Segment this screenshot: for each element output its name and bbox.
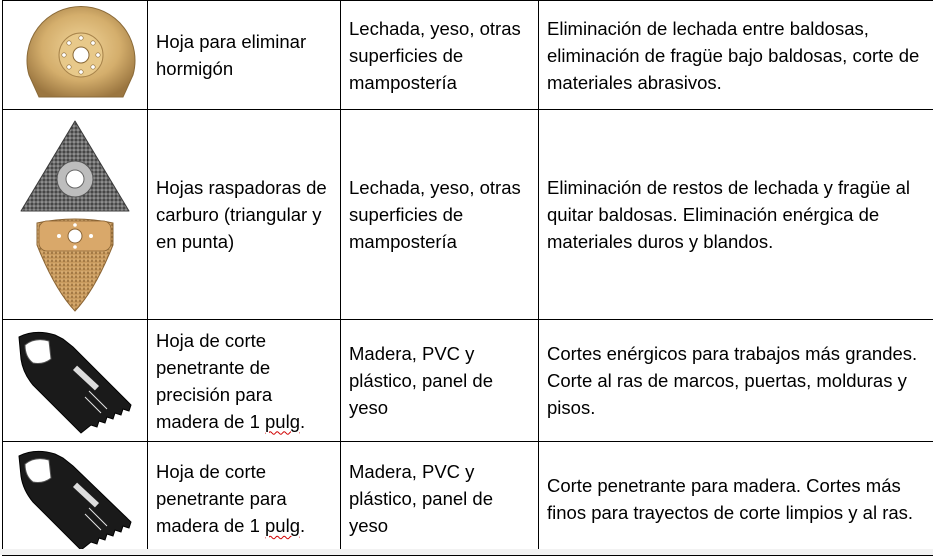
blade-table [2,0,933,556]
table-row [3,1,933,110]
blade-name: Hoja para eliminar hormigón [148,1,341,110]
plunge-cut-wood-blade-icon [11,325,141,437]
blade-materials: Madera, PVC y plástico, panel de yeso [341,442,539,556]
blade-image-cell [3,320,148,442]
plunge-cut-wood-blade-icon [11,446,141,552]
blade-materials: Lechada, yeso, otras superficies de mampostería [341,1,539,110]
blade-name-end: . [300,515,305,536]
spellcheck-flagged-word: pulg [265,515,300,536]
blade-uses: Corte penetrante para madera. Cortes más finos para trayectos de corte limpios y al ras. [539,442,933,556]
blade-materials: Madera, PVC y plástico, panel de yeso [341,320,539,442]
blade-name [148,442,341,556]
table-row [3,442,933,556]
table-row [3,110,933,320]
blade-name [148,320,341,442]
blade-image-cell [3,1,148,110]
blade-name-text: Hoja de corte penetrante de precisión para madera de 1 [156,330,272,432]
table-row [3,320,933,442]
spellcheck-flagged-word: pulg [265,411,300,432]
triangular-and-pointed-carbide-rasp-icon [15,115,135,315]
blade-name-text: Hoja de corte penetrante para madera de 1 [156,461,287,536]
blade-uses: Eliminación de lechada entre baldosas, eliminación de fragüe bajo baldosas, corte de materiales abrasivos. [539,1,933,110]
semicircular-carbide-blade-icon [11,5,151,105]
blade-uses: Eliminación de restos de lechada y fragüe al quitar baldosas. Eliminación enérgica de materiales duros y blandos. [539,110,933,320]
blade-name-end: . [300,411,305,432]
page-bottom-strip [0,549,933,555]
blade-name: Hojas raspadoras de carburo (triangular y en punta) [148,110,341,320]
blade-image-cell [3,110,148,320]
blade-materials: Lechada, yeso, otras superficies de mampostería [341,110,539,320]
blade-uses: Cortes enérgicos para trabajos más grandes. Corte al ras de marcos, puertas, molduras y pisos. [539,320,933,442]
blade-image-cell [3,442,148,556]
